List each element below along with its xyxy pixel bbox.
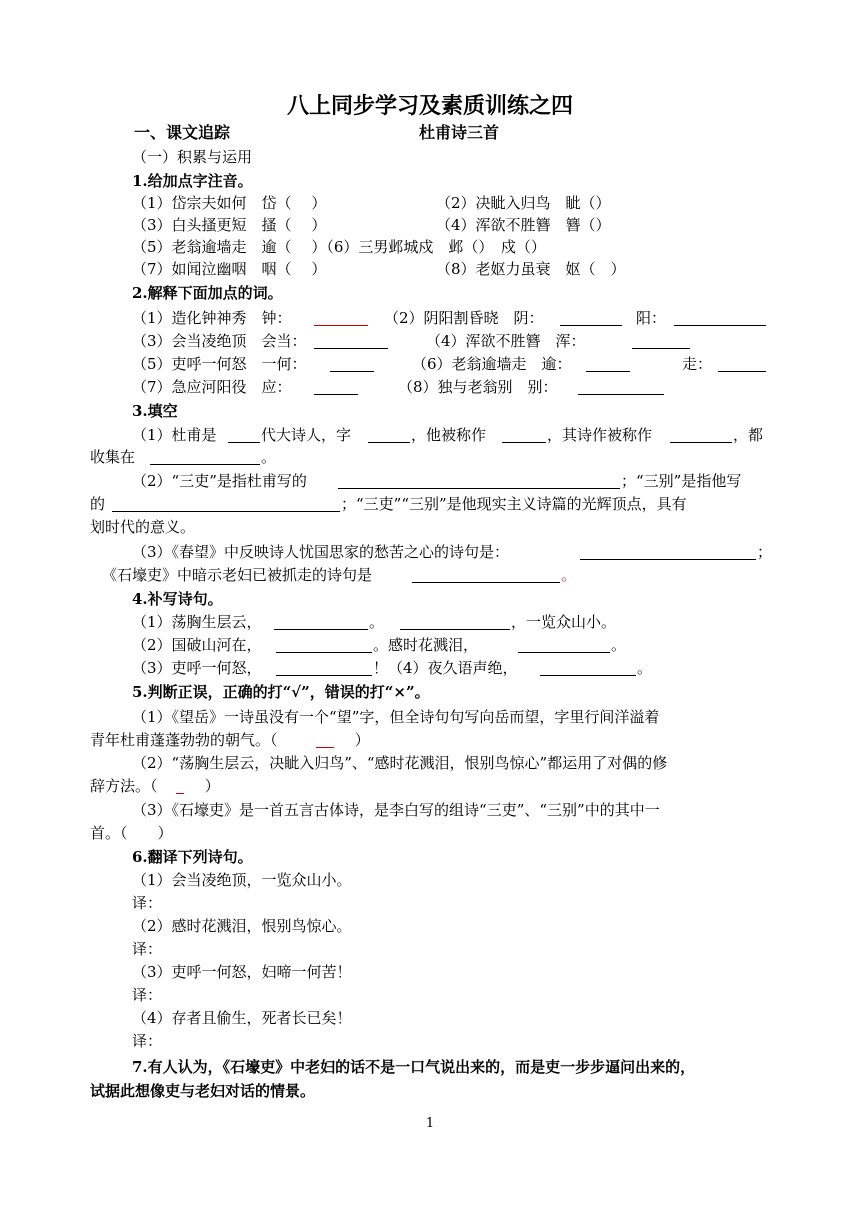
- q1-item-2: （2）决眦入归鸟 眦（）: [436, 194, 611, 212]
- q5-text: 首。（ ）: [90, 824, 173, 842]
- q4-text: ，一览众山小。: [511, 613, 617, 631]
- q1-item-7: （7）如闻泣幽咽 咽（ ）: [132, 260, 327, 278]
- q3-text: ；“三吏”“三别”是他现实主义诗篇的光辉顶点，具有: [341, 495, 687, 513]
- q6-translate-label: 译：: [132, 986, 163, 1004]
- q2-item-2: （2）阴阳割昏晓 阴：: [384, 309, 544, 327]
- q6-line-1: （1）会当凌绝顶，一览众山小。: [132, 871, 352, 889]
- q3-text: 收集在: [90, 448, 136, 466]
- q3-blank[interactable]: [112, 493, 340, 515]
- q1-item-4: （4）浑欲不胜簪 簪（）: [436, 216, 611, 234]
- q4-text: （2）国破山河在，: [132, 636, 262, 654]
- lesson-title: 杜甫诗三首: [419, 123, 500, 142]
- q5-text: ）: [185, 777, 220, 795]
- q5-text: ）: [335, 731, 370, 749]
- q1-item-3: （3）白头搔更短 搔（ ）: [132, 216, 327, 234]
- q4-blank[interactable]: [540, 657, 636, 679]
- q4-text: （1）荡胸生层云，: [132, 613, 262, 631]
- subsection-heading: （一）积累与运用: [132, 148, 253, 166]
- q4-blank[interactable]: [400, 611, 510, 633]
- q5-text: 青年杜甫蓬蓬勃勃的朝气。（: [90, 731, 278, 749]
- q2-answer-line-4[interactable]: [314, 330, 388, 352]
- q2-answer-line-7[interactable]: [586, 353, 630, 375]
- q5-text: （1）《望岳》一诗虽没有一个“望”字，但全诗句句写向岳而望，字里行间洋溢着: [132, 708, 660, 726]
- q4-text: ！（4）夜久语声绝，: [373, 659, 518, 677]
- q2-answer-line-1[interactable]: [314, 307, 368, 329]
- q4-blank[interactable]: [276, 657, 372, 679]
- q2-answer-line-3[interactable]: [674, 307, 766, 329]
- page-title: 八上同步学习及素质训练之四: [286, 94, 573, 119]
- q5-text: 辞方法。（: [90, 777, 158, 795]
- q2-heading: 2.解释下面加点的词。: [132, 284, 283, 302]
- q4-text: （3）吏呼一何怒，: [132, 659, 262, 677]
- q6-line-3: （3）吏呼一何怒，妇啼一何苦！: [132, 963, 352, 981]
- q3-text: 《石壕吏》中暗示老妇已被抓走的诗句是: [102, 566, 373, 584]
- q2-item-1: （1）造化钟神秀 钟：: [132, 309, 292, 327]
- q4-blank[interactable]: [274, 611, 368, 633]
- q2-item-6b: 走：: [682, 355, 713, 373]
- q3-blank[interactable]: [338, 470, 620, 492]
- q3-text: ；: [757, 543, 773, 561]
- q1-item-5-6: （5）老翁逾墙走 逾（ ）（6）三男邺城戍 邺（） 戍（）: [132, 238, 546, 256]
- q3-text: 。: [561, 566, 577, 584]
- q2-answer-line-8[interactable]: [718, 353, 766, 375]
- q2-answer-line-10[interactable]: [578, 376, 664, 398]
- q6-translate-label: 译：: [132, 1032, 163, 1050]
- q4-text: 。感时花溅泪，: [373, 636, 479, 654]
- q3-text: 划时代的意义。: [90, 518, 196, 536]
- q2-answer-line-2[interactable]: [560, 307, 622, 329]
- q5-text: （3）《石壕吏》是一首五言古体诗，是李白写的组诗“三吏”、“三别”中的其中一: [132, 801, 660, 819]
- q3-text: ，他被称作: [411, 426, 487, 444]
- q5-text: （2）“荡胸生层云，决眦入归鸟”、“感时花溅泪，恨别鸟惊心”都运用了对偶的修: [132, 754, 668, 772]
- page-number: 1: [425, 1116, 435, 1131]
- q7-line-1: 7.有人认为，《石壕吏》中老妇的话不是一口气说出来的，而是吏一步步逼问出来的，: [132, 1058, 696, 1076]
- q3-text: 。: [261, 448, 277, 466]
- q4-text: 。: [611, 636, 627, 654]
- q2-answer-line-6[interactable]: [330, 353, 374, 375]
- q4-text: 。: [637, 659, 653, 677]
- q3-blank[interactable]: [670, 424, 732, 446]
- q3-blank[interactable]: [580, 541, 756, 563]
- q3-text: 代大诗人，字: [261, 426, 352, 444]
- q3-text: 的: [90, 495, 106, 513]
- q5-answer-mark[interactable]: [316, 729, 334, 751]
- q3-text: （3）《春望》中反映诗人忧国思家的愁苦之心的诗句是：: [132, 543, 510, 561]
- q3-text: ；“三别”是指他写: [621, 472, 742, 490]
- q5-answer-mark[interactable]: [176, 775, 184, 797]
- q2-answer-line-9[interactable]: [314, 376, 358, 398]
- q5-heading: 5.判断正误，正确的打“√”，错误的打“×”。: [132, 683, 430, 701]
- q2-item-6: （6）老翁逾墙走 逾：: [412, 355, 572, 373]
- q6-translate-label: 译：: [132, 940, 163, 958]
- q7-line-2: 试据此想像吏与老妇对话的情景。: [90, 1082, 316, 1100]
- q6-line-2: （2）感时花溅泪，恨别鸟惊心。: [132, 917, 352, 935]
- q3-blank[interactable]: [150, 446, 260, 468]
- q3-text: ，都: [733, 426, 764, 444]
- q3-text: （2）“三吏”是指杜甫写的: [132, 472, 307, 490]
- q4-heading: 4.补写诗句。: [132, 590, 223, 608]
- q4-blank[interactable]: [518, 634, 610, 656]
- q3-heading: 3.填空: [132, 402, 178, 420]
- q2-item-7: （7）急应河阳役 应：: [132, 378, 292, 396]
- q2-item-4: （4）浑欲不胜簪 浑：: [426, 332, 586, 350]
- q1-heading: 1.给加点字注音。: [132, 172, 253, 190]
- q6-heading: 6.翻译下列诗句。: [132, 848, 253, 866]
- q2-item-2b: 阳：: [636, 309, 667, 327]
- q3-blank[interactable]: [368, 424, 410, 446]
- q2-item-5: （5）吏呼一何怒 一何：: [132, 355, 307, 373]
- q2-item-3: （3）会当凌绝顶 会当：: [132, 332, 307, 350]
- q4-blank[interactable]: [276, 634, 372, 656]
- section-heading: 一、课文追踪: [134, 123, 231, 142]
- q6-translate-label: 译：: [132, 894, 163, 912]
- q3-blank[interactable]: [412, 564, 560, 586]
- q1-item-1: （1）岱宗夫如何 岱（ ）: [132, 194, 327, 212]
- q3-text: ，其诗作被称作: [547, 426, 653, 444]
- q3-blank[interactable]: [228, 424, 260, 446]
- q2-answer-line-5[interactable]: [632, 330, 690, 352]
- q2-item-8: （8）独与老翁别 别：: [398, 378, 558, 396]
- q1-item-8: （8）老妪力虽衰 妪（ ）: [436, 260, 626, 278]
- q4-text: 。: [369, 613, 385, 631]
- q3-blank[interactable]: [502, 424, 546, 446]
- q3-text: （1）杜甫是: [132, 426, 217, 444]
- q6-line-4: （4）存者且偷生，死者长已矣！: [132, 1009, 352, 1027]
